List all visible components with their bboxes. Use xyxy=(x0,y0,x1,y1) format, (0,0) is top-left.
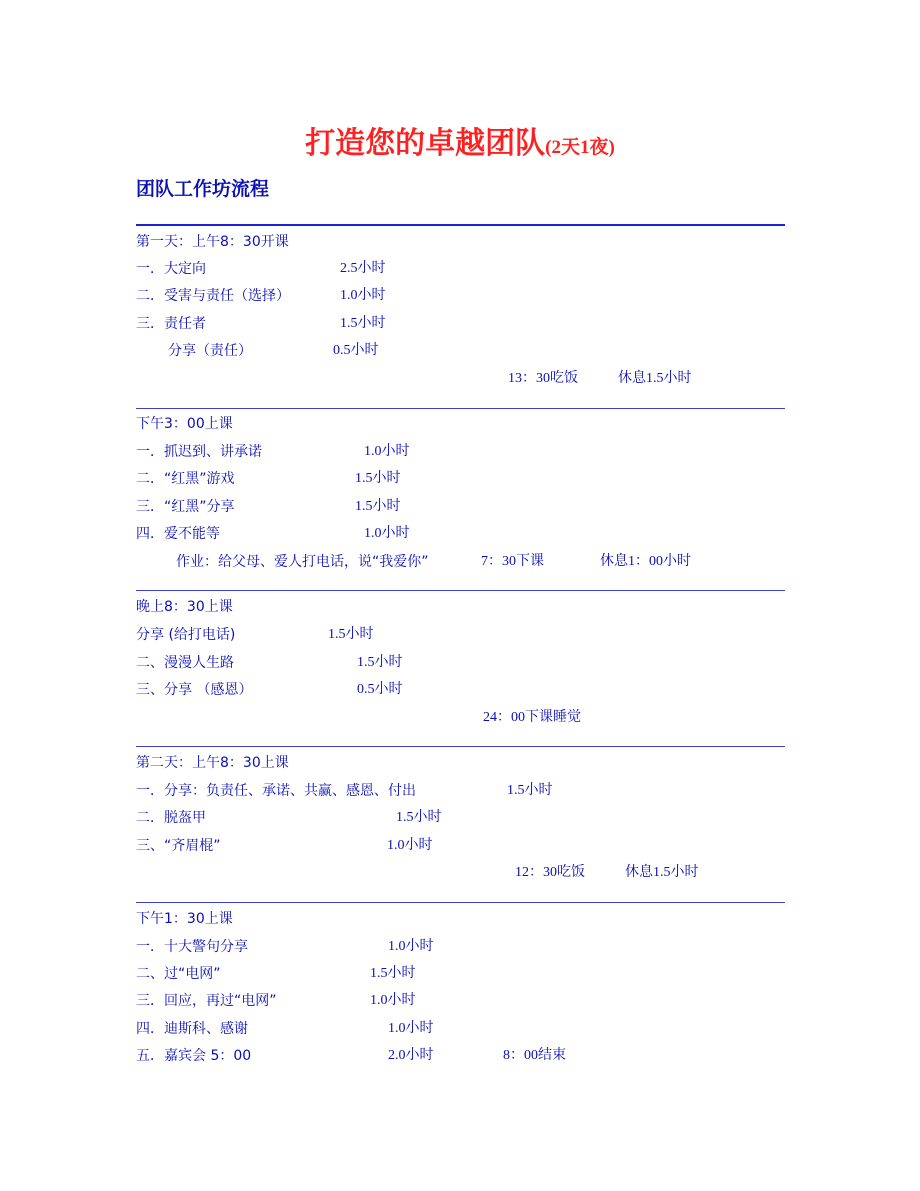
section-1-note-a: 13：30吃饭 xyxy=(508,371,578,386)
section-5-item-4-name: 四．迪斯科、感谢 xyxy=(136,1021,248,1037)
section-4-item-3-name: 三、“齐眉棍” xyxy=(136,838,221,854)
section-4-item-3-duration: 1.0小时 xyxy=(387,838,433,853)
section-1-item-3-duration: 1.5小时 xyxy=(340,316,386,331)
section-2-item-2-duration: 1.5小时 xyxy=(355,471,401,486)
section-5-item-1-name: 一．十大警句分享 xyxy=(136,939,248,955)
section-4-item-1-name: 一．分享：负责任、承诺、共赢、感恩、付出 xyxy=(136,783,416,799)
section-2-item-1-name: 一．抓迟到、讲承诺 xyxy=(136,444,262,460)
section-4-item-2-name: 二．脱盔甲 xyxy=(136,810,206,826)
section-5-item-3-name: 三．回应，再过“电网” xyxy=(136,993,277,1009)
section-3-note-a: 24：00下课睡觉 xyxy=(483,710,581,725)
section-5-item-5-name: 五．嘉宾会 5：00 xyxy=(136,1048,252,1064)
section-2-item-4-duration: 1.0小时 xyxy=(364,526,410,541)
section-5-header: 下午1：30上课 xyxy=(136,911,233,927)
document-title xyxy=(0,118,920,162)
section-1-header: 第一天：上午8：30开课 xyxy=(136,234,289,250)
section-3-item-3-duration: 0.5小时 xyxy=(357,682,403,697)
section-2-item-3-name: 三．“红黑”分享 xyxy=(136,499,235,515)
section-1-item-4-name: 分享（责任） xyxy=(168,343,252,359)
section-4-note-b: 休息1.5小时 xyxy=(625,865,699,880)
section-2-item-2-name: 二．“红黑”游戏 xyxy=(136,471,235,487)
section-3-item-1-name: 分享 (给打电话) xyxy=(136,627,236,643)
divider xyxy=(136,902,785,903)
divider xyxy=(136,746,785,747)
section-2-note-b: 休息1：00小时 xyxy=(600,554,691,569)
title-main: 打造您的卓越团队 xyxy=(305,126,546,161)
section-subtitle: 团队工作坊流程 xyxy=(136,178,270,200)
section-4-header: 第二天：上午8：30上课 xyxy=(136,755,289,771)
section-3-header: 晚上8：30上课 xyxy=(136,599,233,615)
section-5-item-5-duration: 2.0小时 xyxy=(388,1048,434,1063)
section-2-header: 下午3：00上课 xyxy=(136,416,233,432)
divider-thick xyxy=(136,224,785,226)
section-3-item-2-duration: 1.5小时 xyxy=(357,655,403,670)
section-2-item-3-duration: 1.5小时 xyxy=(355,499,401,514)
section-4-item-1-duration: 1.5小时 xyxy=(507,783,553,798)
section-1-item-3-name: 三．责任者 xyxy=(136,316,206,332)
section-1-note-b: 休息1.5小时 xyxy=(618,371,692,386)
section-5-item-4-duration: 1.0小时 xyxy=(388,1021,434,1036)
section-2-homework: 作业：给父母、爱人打电话，说“我爱你” xyxy=(176,554,429,570)
divider xyxy=(136,408,785,409)
section-5-item-3-duration: 1.0小时 xyxy=(370,993,416,1008)
section-2-note-a: 7：30下课 xyxy=(481,554,544,569)
section-3-item-1-duration: 1.5小时 xyxy=(328,627,374,642)
section-2-item-4-name: 四．爱不能等 xyxy=(136,526,220,542)
section-1-item-2-duration: 1.0小时 xyxy=(340,288,386,303)
divider xyxy=(136,590,785,591)
section-5-item-2-name: 二、过“电网” xyxy=(136,966,221,982)
section-4-note-a: 12：30吃饭 xyxy=(515,865,585,880)
section-5-note-a: 8：00结束 xyxy=(503,1048,566,1063)
section-1-item-1-name: 一．大定向 xyxy=(136,261,206,277)
section-1-item-1-duration: 2.5小时 xyxy=(340,261,386,276)
section-5-item-1-duration: 1.0小时 xyxy=(388,939,434,954)
section-3-item-2-name: 二、漫漫人生路 xyxy=(136,655,234,671)
title-sub: (2天1夜) xyxy=(545,137,615,158)
section-1-item-2-name: 二．受害与责任（选择） xyxy=(136,288,290,304)
section-3-item-3-name: 三、分享 （感恩） xyxy=(136,682,253,698)
section-5-item-2-duration: 1.5小时 xyxy=(370,966,416,981)
section-2-item-1-duration: 1.0小时 xyxy=(364,444,410,459)
section-4-item-2-duration: 1.5小时 xyxy=(396,810,442,825)
section-1-item-4-duration: 0.5小时 xyxy=(333,343,379,358)
